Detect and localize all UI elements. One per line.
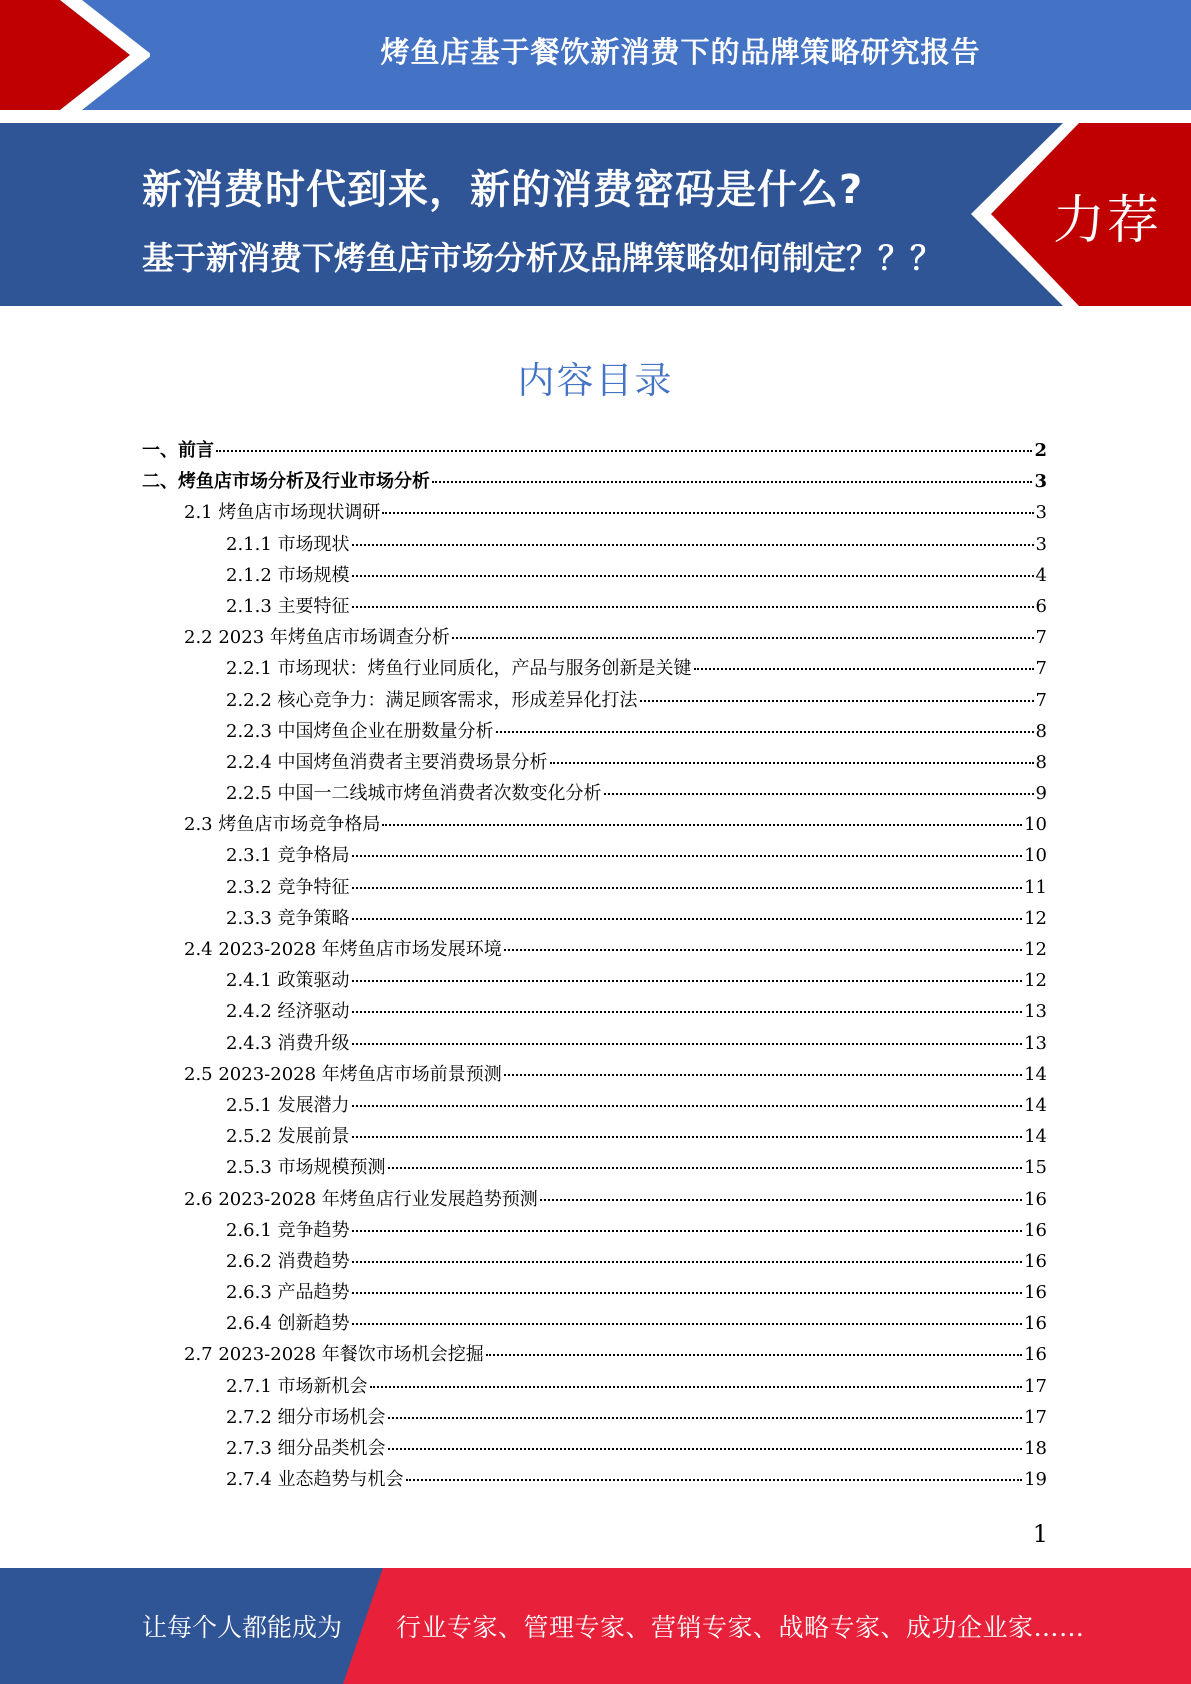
toc-entry[interactable]	[142, 810, 1047, 841]
banner-arrow-decoration	[0, 0, 150, 110]
toc-entry[interactable]	[142, 748, 1047, 779]
toc-entry-label: 2.1.1 市场现状	[226, 533, 350, 555]
toc-entry-label: 2.2.5 中国一二线城市烤鱼消费者次数变化分析	[226, 783, 602, 805]
toc-entry-page: 4	[1035, 564, 1047, 586]
toc-entry-page: 16	[1024, 1344, 1047, 1366]
toc-entry-page: 16	[1024, 1188, 1047, 1210]
toc-dot-leader	[694, 668, 1034, 670]
toc-entry-page: 9	[1035, 783, 1047, 805]
toc-entry-label: 2.5.2 发展前景	[226, 1126, 350, 1148]
toc-dot-leader	[382, 824, 1022, 826]
toc-entry-label: 2.2.4 中国烤鱼消费者主要消费场景分析	[226, 751, 548, 773]
toc-entry-page: 6	[1035, 595, 1047, 617]
toc-entry-label: 2.7.2 细分市场机会	[226, 1406, 386, 1428]
toc-entry-label: 2.5.1 发展潜力	[226, 1094, 350, 1116]
toc-entry-label: 2.2.1 市场现状：烤鱼行业同质化，产品与服务创新是关键	[226, 658, 692, 680]
toc-dot-leader	[388, 1448, 1023, 1450]
toc-entry-page: 11	[1024, 876, 1047, 898]
toc-entry-label: 2.5 2023-2028 年烤鱼店市场前景预测	[184, 1063, 502, 1085]
toc-entry[interactable]	[142, 1029, 1047, 1060]
toc-entry-page: 7	[1035, 627, 1047, 649]
toc-entry-label: 2.6.1 竞争趋势	[226, 1219, 350, 1241]
toc-entry-page: 19	[1024, 1469, 1047, 1491]
toc-dot-leader	[352, 1261, 1023, 1263]
toc-entry[interactable]	[142, 436, 1047, 467]
toc-entry[interactable]	[142, 779, 1047, 810]
toc-dot-leader	[640, 700, 1034, 702]
toc-entry-label: 2.7.4 业态趋势与机会	[226, 1469, 404, 1491]
toc-dot-leader	[352, 1323, 1023, 1325]
toc-entry-label: 2.5.3 市场规模预测	[226, 1157, 386, 1179]
footer-slogan-right: 行业专家、管理专家、营销专家、战略专家、成功企业家……	[396, 1613, 1085, 1642]
toc-dot-leader	[352, 1136, 1023, 1138]
toc-entry[interactable]	[142, 1465, 1047, 1496]
toc-entry-page: 12	[1024, 970, 1047, 992]
toc-entry-page: 10	[1024, 845, 1047, 867]
toc-entry[interactable]	[142, 841, 1047, 872]
toc-entry-label: 2.2.3 中国烤鱼企业在册数量分析	[226, 720, 494, 742]
toc-entry-page: 3	[1034, 471, 1047, 493]
toc-entry-label: 2.6.3 产品趋势	[226, 1282, 350, 1304]
toc-entry[interactable]	[142, 530, 1047, 561]
toc-entry-page: 2	[1034, 440, 1047, 461]
toc-dot-leader	[352, 980, 1023, 982]
toc-entry-label: 2.3 烤鱼店市场竞争格局	[184, 814, 381, 836]
toc-entry-label: 2.2.2 核心竞争力：满足顾客需求，形成差异化打法	[226, 689, 638, 711]
toc-entry-page: 14	[1024, 1063, 1047, 1085]
toc-entry[interactable]	[142, 561, 1047, 592]
top-banner	[0, 0, 1191, 110]
footer-slogan-left: 让每个人都能成为	[142, 1613, 343, 1642]
toc-dot-leader	[352, 1011, 1023, 1013]
toc-entry-label: 2.3.3 竞争策略	[226, 907, 350, 929]
toc-dot-leader	[504, 1074, 1022, 1076]
toc-entry-label: 2.4.1 政策驱动	[226, 970, 350, 992]
toc-entry-page: 18	[1024, 1438, 1047, 1459]
toc-entry[interactable]	[142, 1340, 1047, 1371]
toc-dot-leader	[388, 1417, 1023, 1419]
toc-dot-leader	[352, 606, 1034, 608]
toc-dot-leader	[352, 887, 1023, 889]
toc-entry-page: 17	[1024, 1375, 1047, 1397]
table-of-contents	[142, 436, 1047, 1496]
toc-entry[interactable]	[142, 467, 1047, 498]
hero-subheadline: 基于新消费下烤鱼店市场分析及品牌策略如何制定？？？	[142, 239, 943, 277]
toc-entry[interactable]	[142, 1309, 1047, 1340]
toc-entry-page: 12	[1024, 939, 1047, 960]
toc-dot-leader	[352, 575, 1034, 577]
toc-entry-page: 14	[1024, 1126, 1047, 1148]
toc-entry-label: 2.6.4 创新趋势	[226, 1313, 350, 1335]
toc-dot-leader	[540, 1199, 1022, 1201]
toc-dot-leader	[388, 1167, 1023, 1169]
toc-entry-label: 2.7 2023-2028 年餐饮市场机会挖掘	[184, 1344, 484, 1366]
toc-dot-leader	[604, 793, 1034, 795]
toc-dot-leader	[382, 512, 1033, 514]
toc-entry[interactable]	[142, 904, 1047, 935]
toc-entry[interactable]	[142, 1434, 1047, 1465]
toc-entry-label: 2.4.2 经济驱动	[226, 1001, 350, 1023]
toc-entry-page: 16	[1024, 1282, 1047, 1304]
toc-entry-page: 7	[1035, 689, 1047, 711]
toc-dot-leader	[504, 949, 1022, 951]
toc-dot-leader	[352, 544, 1034, 546]
toc-entry[interactable]	[142, 873, 1047, 904]
footer-banner	[0, 1568, 1191, 1684]
toc-dot-leader	[486, 1354, 1022, 1356]
toc-entry-label: 二、烤鱼店市场分析及行业市场分析	[142, 471, 430, 493]
toc-entry[interactable]	[142, 1247, 1047, 1278]
toc-entry[interactable]	[142, 592, 1047, 623]
toc-entry[interactable]	[142, 1372, 1047, 1403]
toc-entry-label: 2.3.1 竞争格局	[226, 845, 350, 867]
toc-entry[interactable]	[142, 935, 1047, 966]
toc-entry-label: 2.7.1 市场新机会	[226, 1375, 368, 1397]
toc-dot-leader	[216, 450, 1032, 452]
hero-banner	[0, 123, 1191, 306]
toc-entry[interactable]	[142, 717, 1047, 748]
hero-headline: 新消费时代到来，新的消费密码是什么?	[142, 167, 864, 213]
toc-entry[interactable]	[142, 997, 1047, 1028]
toc-dot-leader	[352, 855, 1023, 857]
toc-entry-page: 16	[1024, 1313, 1047, 1335]
toc-entry-label: 2.3.2 竞争特征	[226, 876, 350, 898]
toc-entry[interactable]	[142, 1278, 1047, 1309]
toc-dot-leader	[352, 1230, 1023, 1232]
toc-entry[interactable]	[142, 1153, 1047, 1184]
toc-entry-page: 13	[1024, 1001, 1047, 1023]
toc-entry-label: 2.1.3 主要特征	[226, 595, 350, 617]
toc-dot-leader	[352, 1043, 1023, 1045]
toc-entry-page: 3	[1035, 502, 1047, 524]
toc-entry-label: 2.6 2023-2028 年烤鱼店行业发展趋势预测	[184, 1188, 538, 1210]
toc-entry-label: 2.1.2 市场规模	[226, 564, 350, 586]
toc-entry[interactable]	[142, 686, 1047, 717]
toc-dot-leader	[406, 1479, 1023, 1481]
toc-entry-label: 2.6.2 消费趋势	[226, 1250, 350, 1272]
toc-entry-label: 2.7.3 细分品类机会	[226, 1438, 386, 1459]
toc-entry-page: 14	[1024, 1094, 1047, 1116]
toc-entry-page: 16	[1024, 1250, 1047, 1272]
toc-entry[interactable]	[142, 966, 1047, 997]
recommend-badge: 力荐	[1052, 191, 1161, 251]
toc-entry-label: 一、前言	[142, 440, 214, 461]
toc-entry[interactable]	[142, 1403, 1047, 1434]
toc-entry-page: 16	[1024, 1219, 1047, 1241]
toc-entry-label: 2.4.3 消费升级	[226, 1032, 350, 1054]
toc-entry-page: 17	[1024, 1406, 1047, 1428]
toc-dot-leader	[370, 1386, 1023, 1388]
toc-title: 内容目录	[517, 359, 674, 402]
toc-dot-leader	[352, 1105, 1023, 1107]
toc-entry-page: 13	[1024, 1032, 1047, 1054]
toc-dot-leader	[496, 731, 1034, 733]
toc-entry-label: 2.1 烤鱼店市场现状调研	[184, 502, 381, 524]
page-number: 1	[1032, 1520, 1048, 1548]
toc-entry[interactable]	[142, 1122, 1047, 1153]
toc-entry-label: 2.2 2023 年烤鱼店市场调查分析	[184, 627, 450, 649]
toc-entry[interactable]	[142, 498, 1047, 529]
report-title: 烤鱼店基于餐饮新消费下的品牌策略研究报告	[380, 35, 981, 69]
toc-entry[interactable]	[142, 1091, 1047, 1122]
toc-entry-page: 8	[1035, 751, 1047, 773]
toc-dot-leader	[550, 762, 1034, 764]
toc-entry-page: 15	[1024, 1157, 1047, 1179]
toc-dot-leader	[452, 637, 1034, 639]
toc-entry-page: 3	[1035, 533, 1047, 555]
toc-dot-leader	[432, 481, 1032, 483]
toc-entry[interactable]	[142, 1216, 1047, 1247]
toc-dot-leader	[352, 1292, 1023, 1294]
toc-entry-page: 10	[1024, 814, 1047, 836]
toc-entry[interactable]	[142, 1060, 1047, 1091]
toc-entry-page: 12	[1024, 907, 1047, 929]
toc-entry[interactable]	[142, 1185, 1047, 1216]
toc-entry-page: 7	[1035, 658, 1047, 680]
toc-entry[interactable]	[142, 654, 1047, 685]
toc-entry[interactable]	[142, 623, 1047, 654]
toc-dot-leader	[352, 918, 1023, 920]
toc-entry-page: 8	[1035, 720, 1047, 742]
toc-entry-label: 2.4 2023-2028 年烤鱼店市场发展环境	[184, 939, 502, 960]
